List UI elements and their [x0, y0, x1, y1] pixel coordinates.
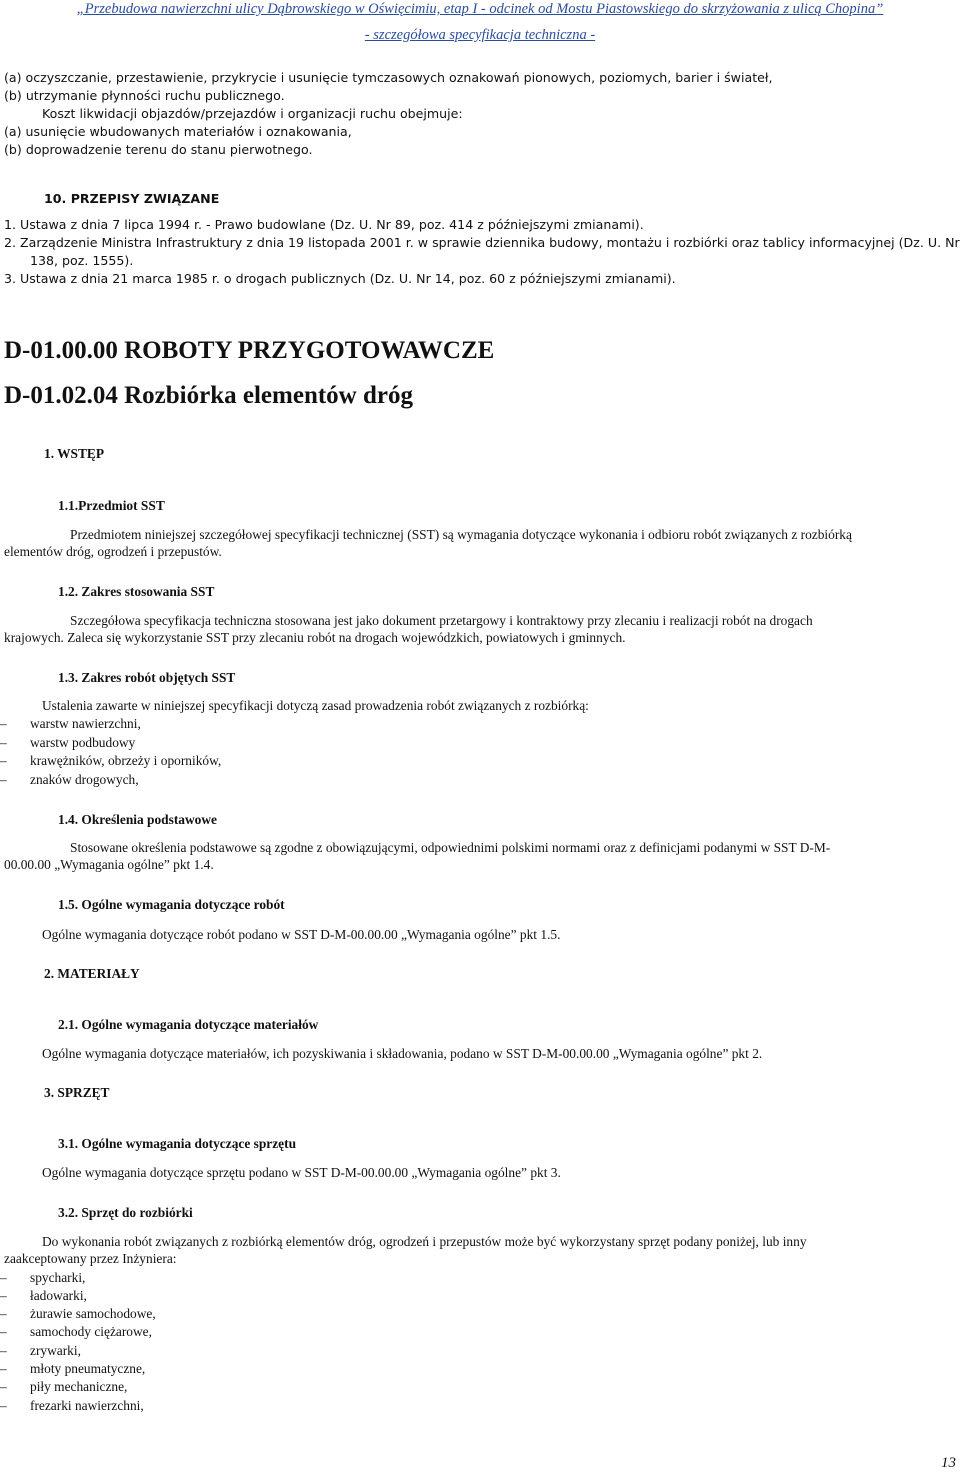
- list-item: – frezarki nawierzchni,: [0, 1398, 144, 1413]
- header-title: „Przebudowa nawierzchni ulicy Dąbrowskiego w Oświęcimiu, etap I - odcinek od Mostu Piastowskiego do skrzyżowania z ulicą Chopina”: [76, 1, 884, 17]
- list-item: (a) oczyszczanie, przestawienie, przykrycie i usunięcie tymczasowych oznakowań pionowych, poziomych, barier i świateł,: [4, 70, 773, 85]
- subsection-heading: 2.1. Ogólne wymagania dotyczące materiałów: [58, 1017, 319, 1032]
- paragraph: zaakceptowany przez Inżyniera:: [4, 1251, 177, 1266]
- section-heading: 1. WSTĘP: [44, 446, 105, 461]
- list-item: – krawężników, obrzeży i oporników,: [0, 753, 222, 768]
- header-subtitle: - szczegółowa specyfikacja techniczna -: [364, 27, 596, 43]
- list-item: (a) usunięcie wbudowanych materiałów i oznakowania,: [4, 124, 352, 139]
- paragraph: Ustalenia zawarte w niniejszej specyfikacji dotyczą zasad prowadzenia robót związanych z rozbiórką:: [42, 698, 589, 713]
- main-title: D-01.00.00 ROBOTY PRZYGOTOWAWCZE: [4, 337, 495, 364]
- dash-bullet: –: [0, 1288, 7, 1303]
- list-item: – samochody ciężarowe,: [0, 1324, 152, 1339]
- paragraph: elementów dróg, ogrodzeń i przepustów.: [4, 544, 222, 559]
- list-item: – młoty pneumatyczne,: [0, 1361, 146, 1376]
- dash-bullet: –: [0, 772, 7, 787]
- paragraph: Ogólne wymagania dotyczące materiałów, ich pozyskiwania i składowania, podano w SST D-M-00.00.00 „Wymagania ogólne” pkt 2.: [42, 1046, 763, 1061]
- section-heading: 2. MATERIAŁY: [44, 966, 140, 981]
- paragraph: Szczegółowa specyfikacja techniczna stosowana jest jako dokument przetargowy i kontraktowy przy zlecaniu i realizacji robót na drogach: [70, 613, 813, 628]
- subsection-heading: 3.2. Sprzęt do rozbiórki: [58, 1205, 193, 1220]
- list-item: – warstw nawierzchni,: [0, 716, 141, 731]
- paragraph: Do wykonania robót związanych z rozbiórką elementów dróg, ogrodzeń i przepustów może być wykorzystany sprzęt podany poniżej, lub inny: [42, 1234, 807, 1249]
- paragraph: Ogólne wymagania dotyczące sprzętu podano w SST D-M-00.00.00 „Wymagania ogólne” pkt 3.: [42, 1165, 561, 1180]
- subsection-heading: 1.4. Określenia podstawowe: [58, 812, 217, 827]
- list-item: – spycharki,: [0, 1270, 86, 1285]
- list-item: – warstw podbudowy: [0, 735, 136, 750]
- paragraph: Przedmiotem niniejszej szczegółowej specyfikacji technicznej (SST) są wymagania dotyczące wykonania i odbioru robót związanych z rozbiórką: [70, 527, 852, 542]
- section-heading: 10. PRZEPISY ZWIĄZANE: [44, 191, 220, 206]
- subsection-heading: 1.3. Zakres robót objętych SST: [58, 670, 236, 685]
- list-item: 2. Zarządzenie Ministra Infrastruktury z dnia 19 listopada 2001 r. w sprawie dziennika budowy, montażu i rozbiórki oraz tablicy informacyjnej (Dz. U. Nr: [4, 235, 960, 250]
- list-item: – piły mechaniczne,: [0, 1379, 128, 1394]
- dash-bullet: –: [0, 1270, 7, 1285]
- list-item: – zrywarki,: [0, 1343, 81, 1358]
- section-heading: 3. SPRZĘT: [44, 1085, 110, 1100]
- dash-bullet: –: [0, 1324, 7, 1339]
- dash-bullet: –: [0, 716, 7, 731]
- list-item: 3. Ustawa z dnia 21 marca 1985 r. o drogach publicznych (Dz. U. Nr 14, poz. 60 z późniejszymi zmianami).: [4, 271, 676, 286]
- paragraph: Stosowane określenia podstawowe są zgodne z obowiązującymi, odpowiednimi polskimi normami oraz z definicjami podanymi w SST D-M-: [70, 840, 831, 855]
- dash-bullet: –: [0, 1343, 7, 1358]
- list-item: (b) utrzymanie płynności ruchu publicznego.: [4, 88, 285, 103]
- dash-bullet: –: [0, 735, 7, 750]
- list-item: (b) doprowadzenie terenu do stanu pierwotnego.: [4, 142, 313, 157]
- paragraph: Koszt likwidacji objazdów/przejazdów i organizacji ruchu obejmuje:: [42, 106, 463, 121]
- subsection-heading: 3.1. Ogólne wymagania dotyczące sprzętu: [58, 1136, 297, 1151]
- dash-bullet: –: [0, 753, 7, 768]
- subsection-heading: 1.2. Zakres stosowania SST: [58, 584, 215, 599]
- list-item: – znaków drogowych,: [0, 772, 139, 787]
- dash-bullet: –: [0, 1361, 7, 1376]
- list-item: 1. Ustawa z dnia 7 lipca 1994 r. - Prawo budowlane (Dz. U. Nr 89, poz. 414 z późniejszymi zmianami).: [4, 217, 644, 232]
- subsection-heading: 1.5. Ogólne wymagania dotyczące robót: [58, 897, 285, 912]
- dash-bullet: –: [0, 1306, 7, 1321]
- sub-title: D-01.02.04 Rozbiórka elementów dróg: [4, 382, 413, 409]
- list-item-continuation: 138, poz. 1555).: [30, 253, 134, 268]
- paragraph: 00.00.00 „Wymagania ogólne” pkt 1.4.: [4, 857, 214, 872]
- dash-bullet: –: [0, 1398, 7, 1413]
- paragraph: krajowych. Zaleca się wykorzystanie SST przy zlecaniu robót na drogach wojewódzkich, powiatowych i gminnych.: [4, 630, 626, 645]
- subsection-heading: 1.1.Przedmiot SST: [58, 498, 165, 513]
- list-item: – ładowarki,: [0, 1288, 87, 1303]
- dash-bullet: –: [0, 1379, 7, 1394]
- page-number: 13: [941, 1455, 956, 1471]
- paragraph: Ogólne wymagania dotyczące robót podano w SST D-M-00.00.00 „Wymagania ogólne” pkt 1.5.: [42, 927, 561, 942]
- list-item: – żurawie samochodowe,: [0, 1306, 156, 1321]
